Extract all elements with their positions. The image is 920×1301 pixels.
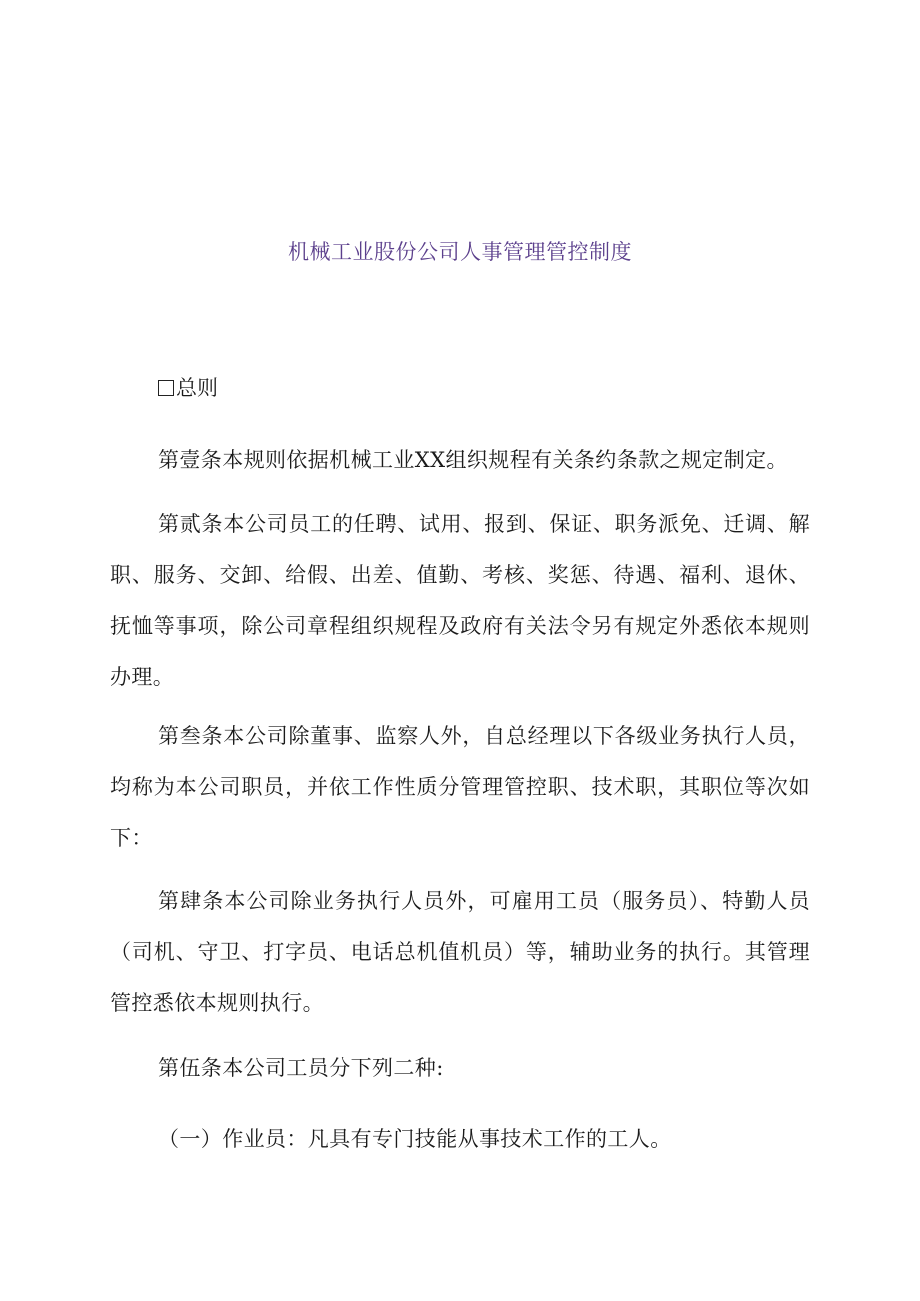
article-4 — [110, 876, 810, 1029]
article-2 — [110, 499, 810, 703]
article-4-text: 第肆条本公司除业务执行人员外，可雇用工员（服务员）、特勤人员（司机、守卫、打字员、电话总机值机员）等，辅助业务的执行。其管理管控悉依本规则执行。 — [110, 889, 810, 1015]
article-3-text: 第叁条本公司除董事、监察人外，自总经理以下各级业务执行人员，均称为本公司职员，并依工作性质分管理管控职、技术职，其职位等次如下： — [110, 724, 810, 850]
section-heading-text: 总则 — [176, 376, 218, 400]
article-5 — [110, 1043, 810, 1094]
article-3 — [110, 711, 810, 864]
article-1-text: 第壹条本规则依据机械工业XX组织规程有关条约条款之规定制定。 — [158, 448, 788, 472]
article-5-text: 第伍条本公司工员分下列二种: — [158, 1056, 444, 1080]
sub-item-1: （一）作业员：凡具有专门技能从事技术工作的工人。 — [158, 1127, 672, 1151]
article-1 — [110, 435, 810, 486]
section-heading — [158, 366, 218, 410]
checkbox-square-icon — [158, 380, 174, 396]
document-title: 机械工业股份公司人事管理管控制度 — [288, 240, 632, 264]
article-2-text: 第贰条本公司员工的任聘、试用、报到、保证、职务派免、迁调、解职、服务、交卸、给假、出差、值勤、考核、奖惩、待遇、福利、退休、抚恤等事项，除公司章程组织规程及政府有关法令另有规定外悉依本规则办理。 — [110, 512, 810, 689]
